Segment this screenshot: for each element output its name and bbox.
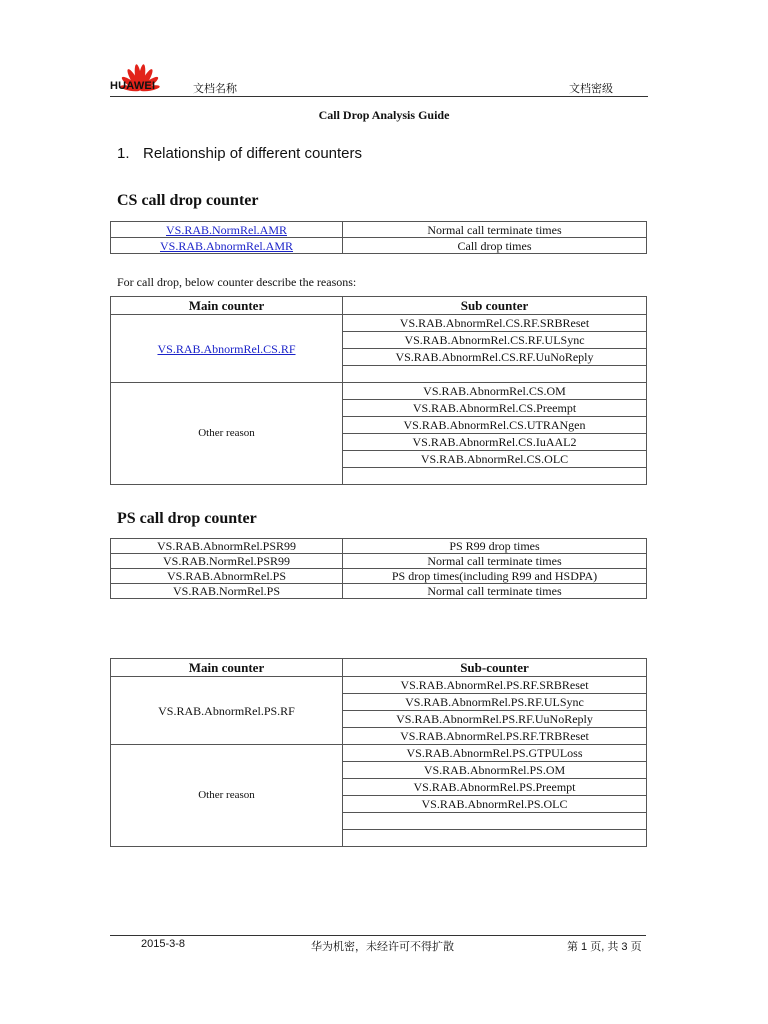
footer-divider [110, 935, 646, 936]
counter-link[interactable]: VS.RAB.AbnormRel.AMR [111, 238, 343, 254]
header-divider [110, 96, 648, 97]
sub-counter-header: Sub counter [343, 297, 647, 315]
footer-page-number: 第 1 页, 共 3 页 [567, 941, 642, 953]
ps-section-heading: PS call drop counter [117, 510, 257, 527]
counter-description: Normal call terminate times [343, 554, 647, 569]
main-counter-cell: VS.RAB.AbnormRel.PS.RF [111, 677, 343, 745]
section-title: Relationship of different counters [143, 145, 363, 162]
table-row [111, 315, 647, 332]
main-counter-cell: Other reason [111, 745, 343, 847]
sub-counter-cell [343, 468, 647, 485]
table-row [111, 539, 647, 554]
sub-counter-cell: VS.RAB.AbnormRel.PS.RF.ULSync [343, 694, 647, 711]
sub-counter-cell: VS.RAB.AbnormRel.PS.RF.TRBReset [343, 728, 647, 745]
table-row [111, 745, 647, 762]
sub-counter-cell: VS.RAB.AbnormRel.CS.OM [343, 383, 647, 400]
sub-counter-header: Sub-counter [343, 659, 647, 677]
document-security-level-label: 文档密级 [569, 83, 613, 95]
footer-date: 2015-3-8 [141, 938, 186, 950]
section-heading [117, 145, 362, 162]
sub-counter-cell [343, 813, 647, 830]
counter-description: Normal call terminate times [343, 222, 647, 238]
cs-counter-table [110, 221, 647, 254]
counter-description: PS drop times(including R99 and HSDPA) [343, 569, 647, 584]
sub-counter-cell: VS.RAB.AbnormRel.PS.RF.UuNoReply [343, 711, 647, 728]
sub-counter-cell: VS.RAB.AbnormRel.PS.OM [343, 762, 647, 779]
main-counter-cell: Other reason [111, 383, 343, 485]
counter-name: VS.RAB.AbnormRel.PS [111, 569, 343, 584]
sub-counter-cell: VS.RAB.AbnormRel.CS.RF.UuNoReply [343, 349, 647, 366]
table-header-row [111, 297, 647, 315]
sub-counter-cell: VS.RAB.AbnormRel.PS.OLC [343, 796, 647, 813]
counter-name: VS.RAB.NormRel.PS [111, 584, 343, 599]
counter-description: Call drop times [343, 238, 647, 254]
ps-reason-table [110, 658, 647, 847]
logo-text: HUAWEI [110, 80, 156, 92]
counter-description: Normal call terminate times [343, 584, 647, 599]
section-number: 1. [117, 145, 130, 162]
table-row [111, 222, 647, 238]
table-row [111, 383, 647, 400]
sub-counter-cell: VS.RAB.AbnormRel.CS.OLC [343, 451, 647, 468]
table-row [111, 677, 647, 694]
main-counter-header: Main counter [111, 297, 343, 315]
document-name-label: 文档名称 [193, 83, 237, 95]
sub-counter-cell: VS.RAB.AbnormRel.PS.GTPULoss [343, 745, 647, 762]
sub-counter-cell: VS.RAB.AbnormRel.CS.UTRANgen [343, 417, 647, 434]
cs-reason-table [110, 296, 647, 485]
sub-counter-cell: VS.RAB.AbnormRel.CS.Preempt [343, 400, 647, 417]
ps-counter-table [110, 538, 647, 599]
sub-counter-cell [343, 830, 647, 847]
cs-section-heading: CS call drop counter [117, 192, 259, 209]
document-title: Call Drop Analysis Guide [318, 108, 450, 122]
table-header-row [111, 659, 647, 677]
counter-name: VS.RAB.NormRel.PSR99 [111, 554, 343, 569]
counter-name: VS.RAB.AbnormRel.PSR99 [111, 539, 343, 554]
sub-counter-cell [343, 366, 647, 383]
table-row [111, 569, 647, 584]
main-counter-link[interactable]: VS.RAB.AbnormRel.CS.RF [111, 315, 343, 383]
sub-counter-cell: VS.RAB.AbnormRel.CS.RF.SRBReset [343, 315, 647, 332]
main-counter-header: Main counter [111, 659, 343, 677]
sub-counter-cell: VS.RAB.AbnormRel.CS.IuAAL2 [343, 434, 647, 451]
cs-reason-note: For call drop, below counter describe the reasons: [117, 275, 357, 289]
table-row [111, 584, 647, 599]
table-row [111, 554, 647, 569]
counter-link[interactable]: VS.RAB.NormRel.AMR [111, 222, 343, 238]
table-row [111, 238, 647, 254]
sub-counter-cell: VS.RAB.AbnormRel.CS.RF.ULSync [343, 332, 647, 349]
counter-description: PS R99 drop times [343, 539, 647, 554]
sub-counter-cell: VS.RAB.AbnormRel.PS.RF.SRBReset [343, 677, 647, 694]
footer-confidentiality-notice: 华为机密，未经许可不得扩散 [311, 941, 454, 953]
sub-counter-cell: VS.RAB.AbnormRel.PS.Preempt [343, 779, 647, 796]
